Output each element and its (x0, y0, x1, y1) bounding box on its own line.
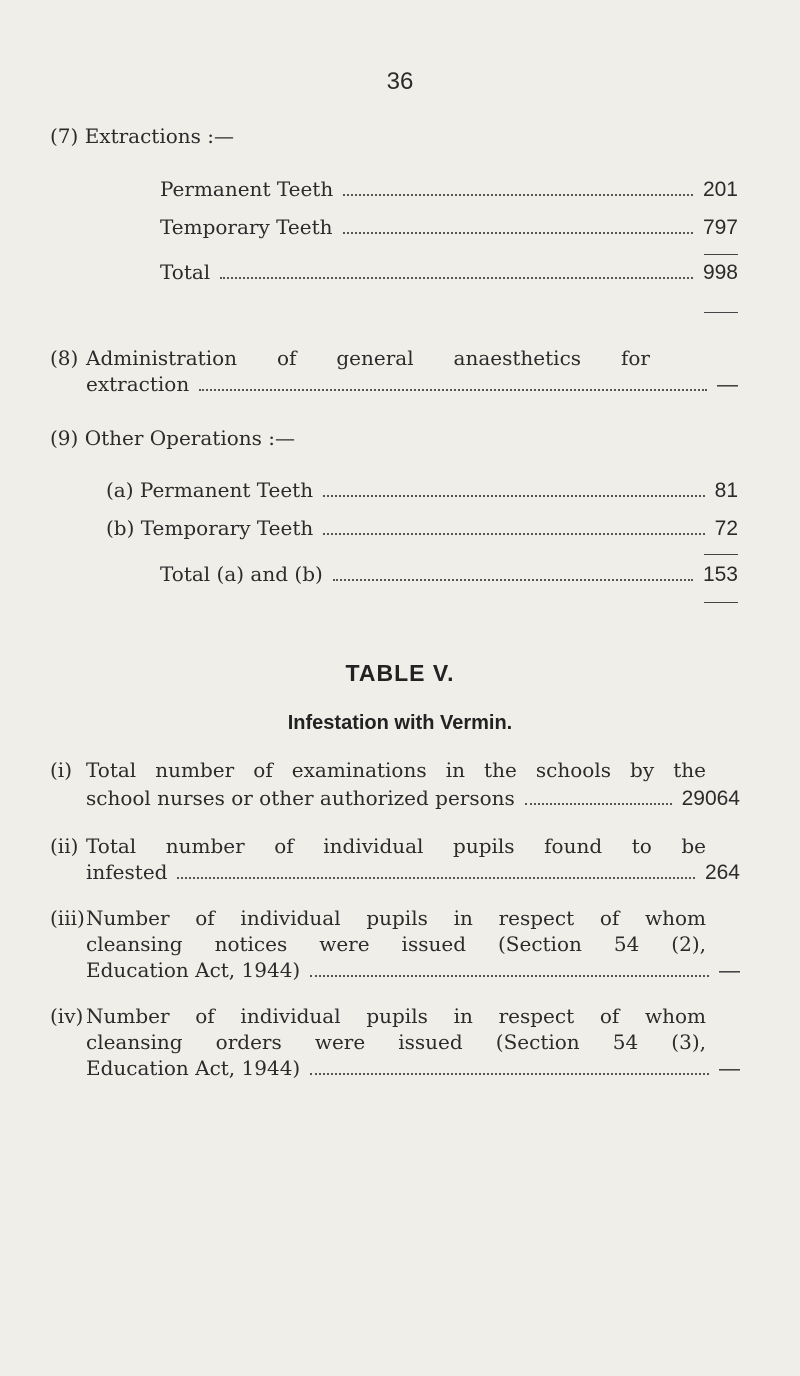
leader-dots (343, 232, 693, 234)
row-value: 797 (702, 216, 738, 239)
extractions-total-row (160, 260, 738, 285)
item-line: Total number of individual pupils found to be (86, 834, 706, 858)
row-value: 29064 (681, 787, 740, 810)
page-number: 36 (386, 68, 414, 95)
item-value-row (86, 1056, 740, 1081)
item-number: (iv) (50, 1004, 84, 1028)
row-label: school nurses or other authorized persons (86, 786, 515, 810)
other-permanent-row (106, 478, 738, 503)
item-value-row (86, 860, 740, 885)
leader-dots (333, 579, 693, 581)
leader-dots (220, 277, 693, 279)
leader-dots (199, 389, 707, 391)
extractions-permanent-row (160, 177, 738, 202)
item-number: (iii) (50, 906, 85, 930)
sum-rule (704, 254, 738, 255)
item-line: cleansing notices were issued (Section 54 (2), (86, 932, 706, 956)
leader-dots (310, 975, 709, 977)
item-number: (ii) (50, 834, 79, 858)
item-number: (i) (50, 758, 73, 782)
row-value: 264 (704, 861, 740, 884)
anaesthetics-line1: Administration of general anaesthetics for (86, 346, 650, 370)
row-value: — (717, 373, 738, 396)
item-value-row (86, 786, 740, 811)
leader-dots (343, 194, 693, 196)
anaesthetics-row (86, 372, 738, 397)
table-title: TABLE V. (345, 660, 455, 686)
anaesthetics-number: (8) (50, 346, 79, 370)
sum-rule (704, 602, 738, 603)
row-label: Temporary Teeth (160, 215, 333, 239)
sum-rule (704, 554, 738, 555)
leader-dots (323, 495, 705, 497)
item-line: cleansing orders were issued (Section 54 (3), (86, 1030, 706, 1054)
row-value: 81 (714, 479, 738, 502)
row-value: — (719, 959, 740, 982)
sum-rule (704, 312, 738, 313)
leader-dots (525, 803, 672, 805)
leader-dots (310, 1073, 709, 1075)
row-label: Permanent Teeth (160, 177, 334, 201)
row-value: 201 (702, 178, 738, 201)
row-value: 153 (702, 563, 738, 586)
extractions-heading: (7) Extractions :— (50, 124, 235, 148)
row-value: 72 (714, 517, 738, 540)
row-label: (b) Temporary Teeth (106, 516, 314, 540)
row-label: Education Act, 1944) (86, 958, 301, 982)
table-subtitle: Infestation with Vermin. (287, 712, 513, 734)
item-line: Number of individual pupils in respect of whom (86, 1004, 706, 1028)
row-label: Total (160, 260, 211, 284)
row-label: Total (a) and (b) (160, 562, 323, 586)
other-total-row (160, 562, 738, 587)
item-line: Total number of examinations in the schools by the (86, 758, 706, 782)
other-temporary-row (106, 516, 738, 541)
row-value: 998 (702, 261, 738, 284)
row-label: (a) Permanent Teeth (106, 478, 314, 502)
item-value-row (86, 958, 740, 983)
extractions-temporary-row (160, 215, 738, 240)
row-label: Education Act, 1944) (86, 1056, 301, 1080)
row-label: extraction (86, 372, 190, 396)
leader-dots (323, 533, 704, 535)
leader-dots (177, 877, 694, 879)
other-operations-heading: (9) Other Operations :— (50, 426, 295, 450)
row-value: — (719, 1057, 740, 1080)
row-label: infested (86, 860, 168, 884)
item-line: Number of individual pupils in respect of whom (86, 906, 706, 930)
